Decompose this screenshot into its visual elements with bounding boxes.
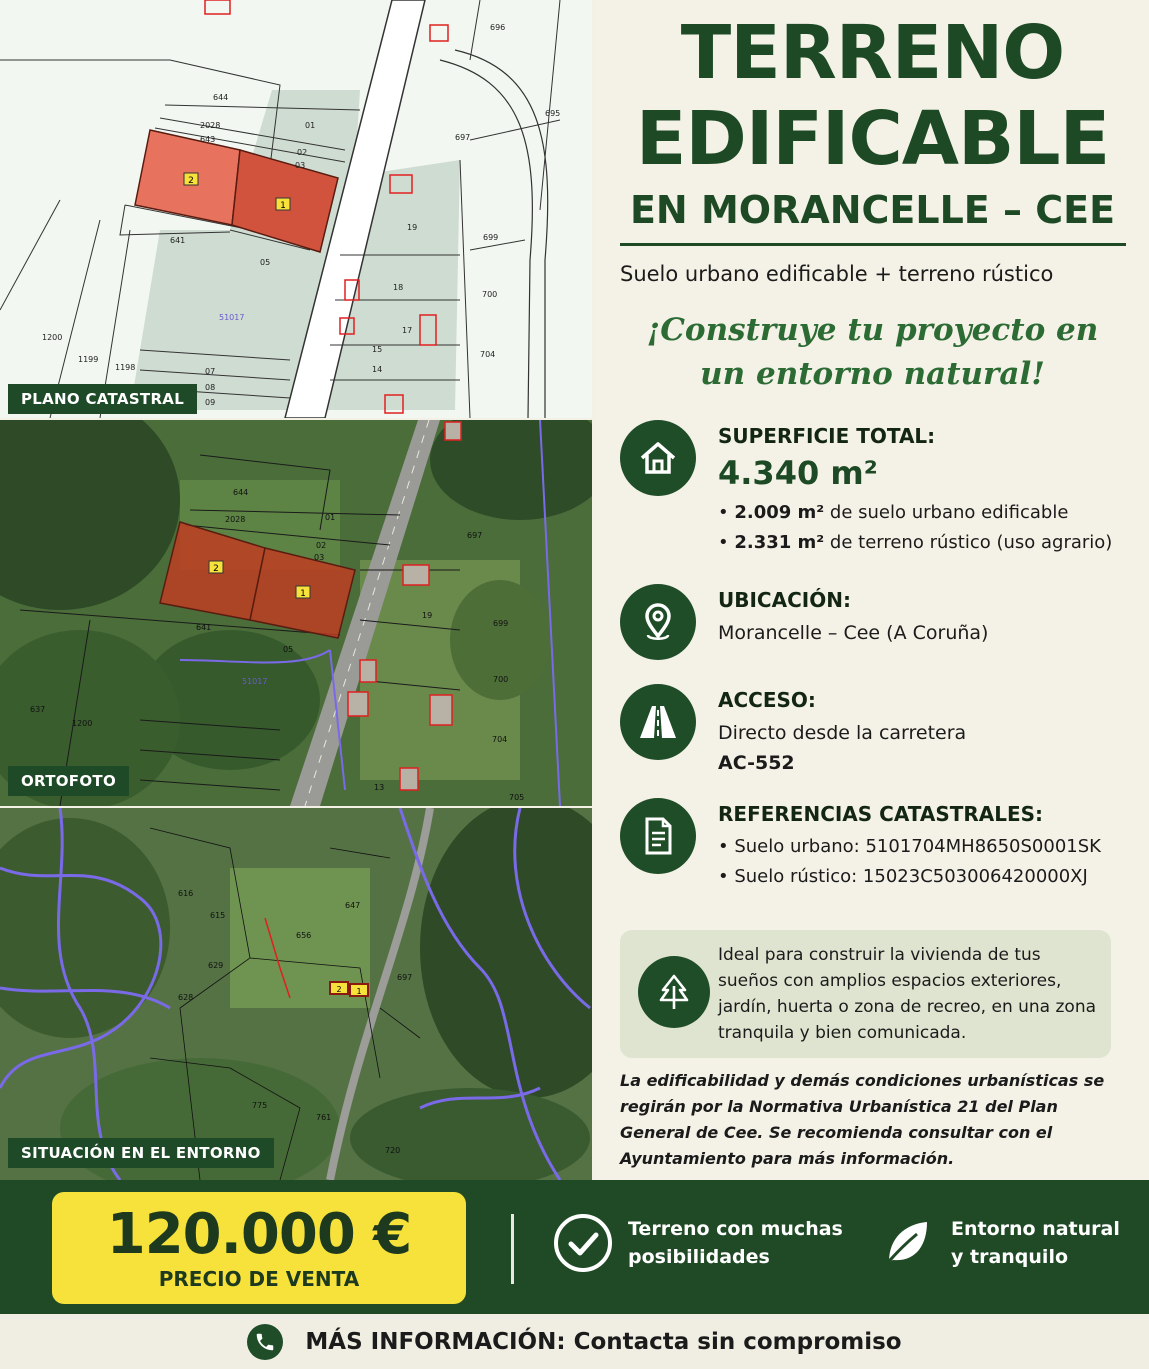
svg-text:1199: 1199 [78, 355, 99, 364]
orthophoto [0, 420, 592, 806]
reference-urban: • Suelo urbano: 5101704MH8650S0001SK [718, 832, 1138, 862]
svg-text:656: 656 [296, 931, 312, 940]
svg-text:629: 629 [208, 961, 224, 970]
location-value: Morancelle – Cee (A Coruña) [718, 622, 989, 644]
check-circle-icon [552, 1212, 614, 1274]
contact-value: Contacta sin compromiso [573, 1328, 902, 1355]
svg-text:761: 761 [316, 1113, 332, 1122]
svg-text:2028: 2028 [225, 515, 246, 524]
cadastral-map-label: PLANO CATASTRAL [8, 384, 197, 414]
svg-text:720: 720 [385, 1146, 401, 1155]
svg-text:641: 641 [170, 236, 186, 245]
tree-icon [638, 956, 710, 1028]
svg-text:1198: 1198 [115, 363, 136, 372]
legal-note: La edificabilidad y demás condiciones urbanísticas se regirán por la Normativa Urbanística 21 del Plan General de Cee. Se recomienda consultar con el Ayuntamiento para más información. [620, 1071, 1105, 1168]
surroundings-map [0, 808, 592, 1180]
svg-text:696: 696 [490, 23, 506, 32]
title-divider [620, 243, 1126, 246]
slogan-line-2: un entorno natural! [700, 356, 1045, 392]
svg-text:616: 616 [178, 889, 194, 898]
svg-text:615: 615 [210, 911, 226, 920]
description-callout [620, 930, 1111, 1058]
reference-rustic: • Suelo rústico: 15023C503006420000XJ [718, 862, 1138, 892]
house-icon [620, 420, 696, 496]
area-urban-item: • 2.009 m² de suelo urbano edificable [718, 498, 1138, 528]
svg-text:1200: 1200 [72, 719, 93, 728]
info-column [596, 0, 1149, 1180]
svg-text:641: 641 [196, 623, 212, 632]
cadastral-map-drawing [0, 0, 592, 418]
svg-text:1200: 1200 [42, 333, 63, 342]
area-heading: SUPERFICIE TOTAL: [718, 424, 936, 448]
svg-text:700: 700 [493, 675, 509, 684]
svg-text:03: 03 [295, 161, 306, 170]
svg-text:18: 18 [393, 283, 404, 292]
slogan-line-1: ¡Construye tu proyecto en [646, 312, 1099, 348]
svg-text:2028: 2028 [200, 121, 221, 130]
area-rustic-item: • 2.331 m² de terreno rústico (uso agrario) [718, 528, 1138, 558]
svg-text:704: 704 [480, 350, 496, 359]
svg-text:14: 14 [372, 365, 383, 374]
contact-bar[interactable] [0, 1314, 1149, 1369]
phone-icon [247, 1324, 283, 1360]
svg-text:697: 697 [455, 133, 471, 142]
svg-text:02: 02 [297, 148, 308, 157]
svg-text:19: 19 [422, 611, 433, 620]
location-pin-icon [620, 584, 696, 660]
svg-text:08: 08 [205, 383, 216, 392]
svg-text:02: 02 [316, 541, 327, 550]
title-line-3: EN MORANCELLE – CEE [629, 188, 1116, 232]
surroundings-image [0, 808, 592, 1180]
perk-1-line-2: posibilidades [628, 1246, 770, 1268]
svg-text:705: 705 [509, 793, 525, 802]
svg-text:13: 13 [374, 783, 385, 792]
perk-2-line-1: Entorno natural [951, 1218, 1120, 1240]
svg-text:17: 17 [402, 326, 413, 335]
svg-text:700: 700 [482, 290, 498, 299]
orthophoto-label: ORTOFOTO [8, 766, 129, 796]
references-heading: REFERENCIAS CATASTRALES: [718, 802, 1044, 826]
svg-text:05: 05 [260, 258, 271, 267]
svg-text:05: 05 [283, 645, 294, 654]
orthophoto-image [0, 420, 592, 806]
surroundings-label: SITUACIÓN EN EL ENTORNO [8, 1138, 274, 1168]
access-heading: ACCESO: [718, 688, 816, 712]
subtitle: Suelo urbano edificable + terreno rústico [620, 262, 1054, 286]
description-text: Ideal para construir la vivienda de tus sueños con amplios espacios exteriores, jardín, huerta o zona de recreo, en una zona tranquila y bien comunicada. [718, 945, 1097, 1043]
svg-text:15: 15 [372, 345, 383, 354]
svg-text:1: 1 [356, 987, 362, 996]
svg-text:07: 07 [205, 367, 216, 376]
svg-text:647: 647 [345, 901, 361, 910]
location-heading: UBICACIÓN: [718, 588, 851, 612]
svg-text:699: 699 [493, 619, 509, 628]
access-value: Directo desde la carretera [718, 722, 967, 744]
contact-label: MÁS INFORMACIÓN: [305, 1328, 566, 1355]
svg-text:637: 637 [30, 705, 46, 714]
svg-text:644: 644 [233, 488, 249, 497]
svg-text:19: 19 [407, 223, 418, 232]
svg-text:697: 697 [467, 531, 483, 540]
svg-text:704: 704 [492, 735, 508, 744]
svg-text:09: 09 [205, 398, 216, 407]
svg-text:695: 695 [545, 109, 561, 118]
svg-text:644: 644 [213, 93, 229, 102]
price-box [52, 1192, 466, 1304]
svg-text:03: 03 [314, 553, 325, 562]
title-line-2: EDIFICABLE [635, 96, 1110, 182]
perk-1-line-1: Terreno con muchas [628, 1218, 843, 1240]
svg-text:01: 01 [305, 121, 316, 130]
svg-text:628: 628 [178, 993, 194, 1002]
band-divider [511, 1214, 514, 1284]
price-band [0, 1180, 1149, 1314]
svg-text:2: 2 [188, 176, 194, 186]
svg-text:697: 697 [397, 973, 413, 982]
svg-text:51017: 51017 [219, 313, 245, 322]
price-amount: 120.000 € [106, 1202, 412, 1267]
perk-2-line-2: y tranquilo [951, 1246, 1069, 1268]
svg-text:51017: 51017 [242, 677, 268, 686]
area-value: 4.340 m² [718, 454, 878, 492]
svg-text:01: 01 [325, 513, 336, 522]
svg-text:1: 1 [300, 589, 306, 599]
svg-text:775: 775 [252, 1101, 268, 1110]
svg-text:1: 1 [280, 201, 286, 211]
perk-possibilities [552, 1212, 843, 1274]
svg-text:2: 2 [336, 985, 342, 994]
slogan [596, 308, 1149, 396]
leaf-icon [875, 1212, 937, 1274]
access-road: AC-552 [718, 752, 795, 774]
road-icon [620, 684, 696, 760]
svg-text:2: 2 [213, 564, 219, 574]
title-line-1: TERRENO [680, 10, 1065, 96]
document-icon [620, 798, 696, 874]
image-column [0, 0, 592, 1180]
cadastral-map [0, 0, 592, 418]
svg-text:699: 699 [483, 233, 499, 242]
perk-nature [875, 1212, 1120, 1274]
price-label: PRECIO DE VENTA [158, 1267, 360, 1291]
svg-text:643: 643 [200, 135, 216, 144]
